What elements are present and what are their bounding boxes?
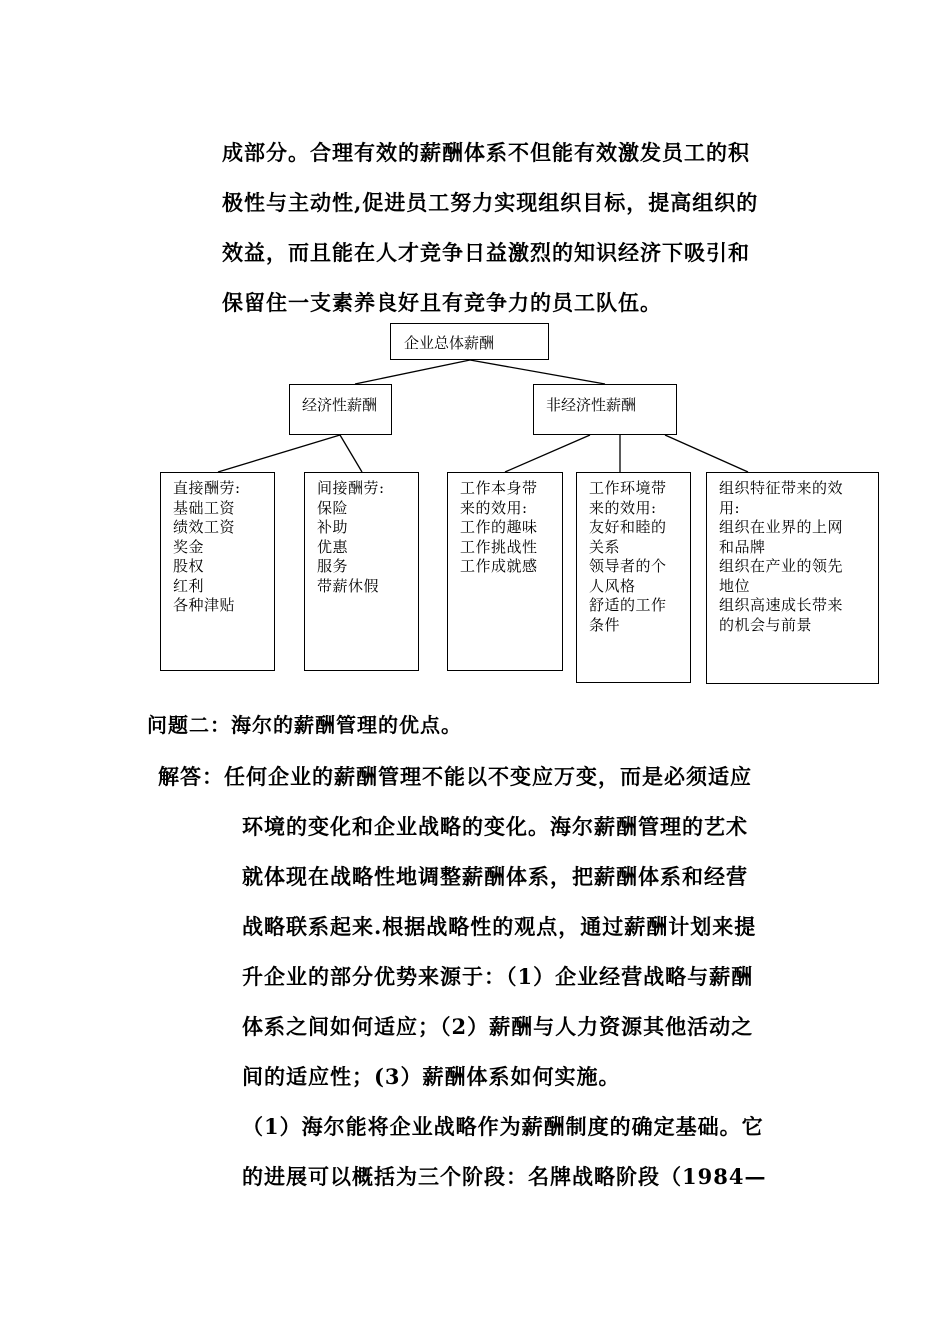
org-features-box: [706, 472, 879, 684]
root-label: 企业总体薪酬: [404, 334, 495, 352]
work-environment-text: [577, 473, 690, 635]
leaf-line: 间接酬劳:: [317, 479, 385, 497]
leaf-line: 补助: [317, 518, 349, 536]
job-itself-box: [447, 472, 563, 671]
economic-box: [289, 384, 392, 435]
direct-pay-box: [160, 472, 275, 671]
answer-line: 升企业的部分优势来源于：（1）企业经营战略与薪酬: [242, 964, 754, 989]
answer-line: 的进展可以概括为三个阶段：名牌战略阶段（1984—: [242, 1164, 767, 1189]
answer-line: 间的适应性；(3）薪酬体系如何实施。: [242, 1064, 621, 1089]
leaf-line: 地位: [719, 576, 751, 595]
org-features-text: [707, 473, 878, 635]
job-itself-text: [448, 473, 562, 577]
leaf-line: 股权: [173, 557, 205, 575]
intro-line: 成部分。合理有效的薪酬体系不但能有效激发员工的积: [222, 140, 750, 165]
leaf-line: 工作的趣味: [460, 518, 538, 536]
leaf-line: 和品牌: [719, 537, 766, 556]
intro-line: 极性与主动性,促进员工努力实现组织目标，提高组织的: [222, 190, 759, 215]
leaf-line: 领导者的个: [589, 557, 667, 575]
leaf-line: 工作环境带: [589, 479, 667, 497]
root-box: [390, 323, 549, 360]
non-economic-box: [533, 384, 677, 435]
leaf-line: 优惠: [317, 537, 349, 556]
non-economic-label: 非经济性薪酬: [546, 396, 637, 414]
leaf-line: 来的效用:: [460, 498, 528, 517]
leaf-line: 奖金: [173, 537, 205, 556]
leaf-line: 带薪休假: [317, 576, 380, 595]
answer-line: 环境的变化和企业战略的变化。海尔薪酬管理的艺术: [242, 814, 748, 839]
leaf-line: 工作成就感: [460, 557, 538, 575]
leaf-line: 关系: [589, 537, 621, 556]
leaf-line: 组织高速成长带来: [719, 596, 844, 614]
work-environment-box: [576, 472, 691, 683]
intro-line: 保留住一支素养良好且有竞争力的员工队伍。: [222, 290, 662, 315]
leaf-line: 人风格: [589, 576, 636, 595]
leaf-line: 舒适的工作: [589, 596, 667, 614]
leaf-line: 组织特征带来的效: [719, 479, 844, 497]
leaf-line: 红利: [173, 576, 205, 595]
answer-line: 解答：任何企业的薪酬管理不能以不变应万变，而是必须适应: [158, 764, 752, 789]
indirect-pay-text: [305, 473, 418, 596]
leaf-line: 基础工资: [173, 498, 236, 517]
leaf-line: 各种津贴: [173, 596, 236, 614]
answer-line: 体系之间如何适应；（2）薪酬与人力资源其他活动之: [242, 1014, 754, 1039]
leaf-line: 的机会与前景: [719, 615, 813, 634]
leaf-line: 绩效工资: [173, 518, 236, 536]
leaf-line: 来的效用:: [589, 498, 657, 517]
answer-line: 就体现在战略性地调整薪酬体系，把薪酬体系和经营: [242, 864, 748, 889]
leaf-line: 保险: [317, 498, 349, 517]
leaf-line: 组织在产业的领先: [719, 557, 844, 575]
intro-line: 效益，而且能在人才竞争日益激烈的知识经济下吸引和: [222, 240, 750, 265]
leaf-line: 条件: [589, 615, 621, 634]
leaf-line: 服务: [317, 557, 349, 575]
leaf-line: 工作本身带: [460, 479, 538, 497]
economic-label: 经济性薪酬: [302, 396, 378, 414]
leaf-line: 用:: [719, 498, 741, 517]
leaf-line: 工作挑战性: [460, 537, 538, 556]
question-title: 问题二：海尔的薪酬管理的优点。: [147, 713, 462, 737]
answer-line: 战略联系起来.根据战略性的观点，通过薪酬计划来提: [242, 914, 757, 939]
answer-line: （1）海尔能将企业战略作为薪酬制度的确定基础。它: [242, 1114, 764, 1139]
leaf-line: 组织在业界的上网: [719, 518, 844, 536]
leaf-line: 友好和睦的: [589, 518, 667, 536]
direct-pay-text: [161, 473, 274, 616]
indirect-pay-box: [304, 472, 419, 671]
leaf-line: 直接酬劳:: [173, 479, 241, 497]
